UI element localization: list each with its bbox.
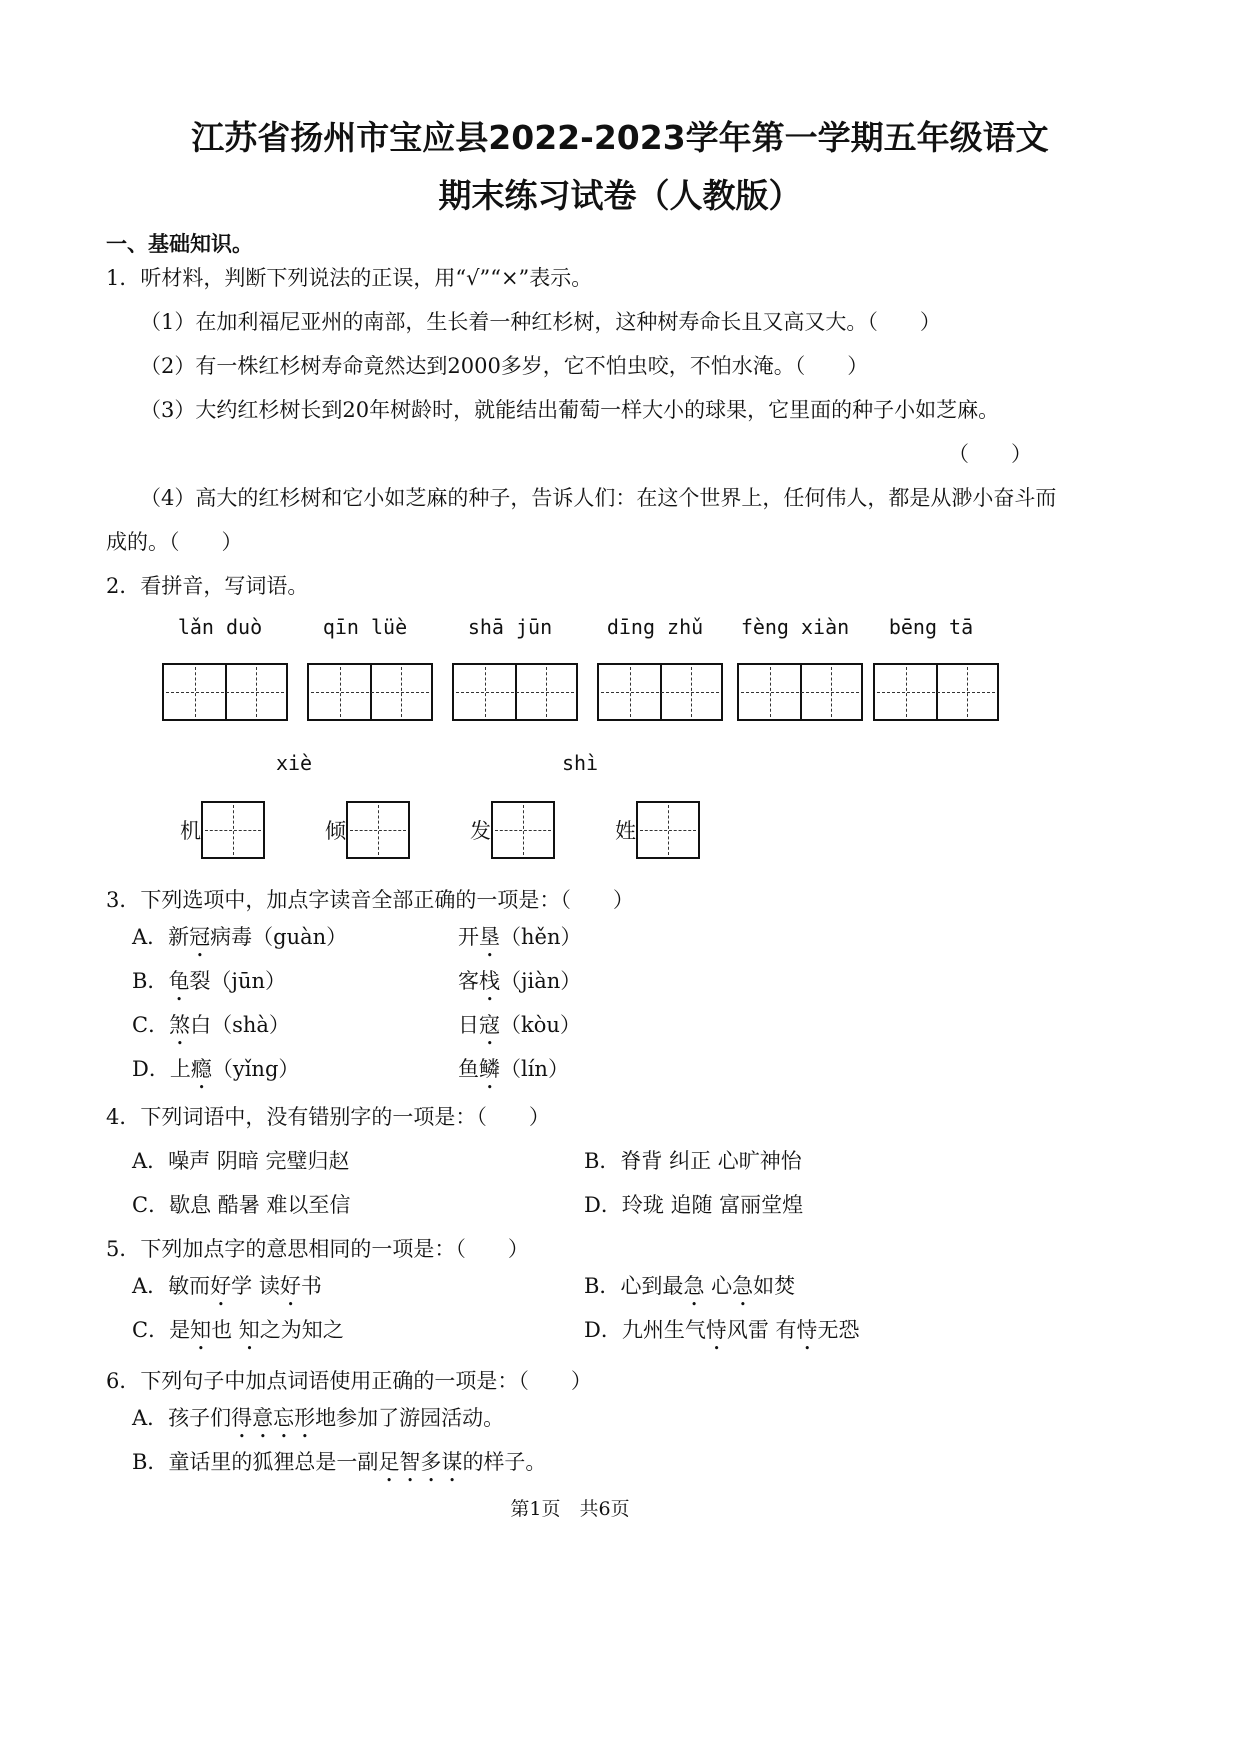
q6-option-a[interactable]: A．孩子们得意忘形地参加了游园活动。 (132, 1406, 505, 1430)
q3-option-c[interactable]: C．煞白（shà） (132, 1013, 290, 1037)
word-char: 姓 (615, 819, 636, 843)
q4-stem: 4．下列词语中，没有错别字的一项是：（ ） (106, 1105, 550, 1129)
q3-option-d[interactable]: D．上瘾（yǐng） (132, 1057, 300, 1081)
q3-option-b-word2: 客栈（jiàn） (458, 969, 582, 993)
pinyin-label: lǎn duò (177, 615, 263, 639)
page-number: 第1页 共6页 (510, 1498, 630, 1520)
q3-stem: 3．下列选项中，加点字读音全部正确的一项是：（ ） (106, 888, 634, 912)
pinyin-label: bēng tā (888, 615, 974, 639)
writing-box[interactable] (162, 663, 288, 721)
writing-box[interactable] (737, 663, 863, 721)
q3-option-b[interactable]: B．龟裂（jūn） (132, 969, 286, 993)
writing-box[interactable] (491, 801, 555, 859)
writing-box[interactable] (636, 801, 700, 859)
q1-item: （3）大约红杉树长到20年树龄时，就能结出葡萄一样大小的球果，它里面的种子小如芝麻。 (140, 398, 1000, 422)
q1-item: （2）有一株红杉树寿命竟然达到2000多岁，它不怕虫咬，不怕水淹。（ ） (140, 354, 869, 378)
pinyin-label: fèng xiàn (740, 615, 850, 639)
pinyin-label: xiè (275, 751, 313, 775)
pinyin-label: dīng zhǔ (606, 615, 704, 639)
q6-stem: 6．下列句子中加点词语使用正确的一项是：（ ） (106, 1369, 592, 1393)
pinyin-label: shì (561, 751, 599, 775)
q5-stem: 5．下列加点字的意思相同的一项是：（ ） (106, 1237, 529, 1261)
q1-item: （1）在加利福尼亚州的南部，生长着一种红杉树，这种树寿命长且又高又大。（ ） (140, 310, 941, 334)
q4-option-d[interactable]: D．玲珑 追随 富丽堂煌 (584, 1193, 804, 1217)
q5-option-d[interactable]: D．九州生气恃风雷 有恃无恐 (584, 1318, 860, 1342)
q1-item: （4）高大的红杉树和它小如芝麻的种子，告诉人们：在这个世界上，任何伟人，都是从渺小奋斗而 (140, 486, 1057, 510)
q2-stem: 2．看拼音，写词语。 (106, 574, 309, 598)
writing-box[interactable] (873, 663, 999, 721)
q3-option-c-word2: 日寇（kòu） (458, 1013, 581, 1037)
q5-option-a[interactable]: A．敏而好学 读好书 (132, 1274, 322, 1298)
section-heading: 一、基础知识。 (106, 232, 253, 256)
answer-blank[interactable]: （ ） (948, 442, 1032, 466)
q1-stem: 1．听材料，判断下列说法的正误，用“√”“×”表示。 (106, 266, 593, 290)
writing-box[interactable] (597, 663, 723, 721)
pinyin-label: qīn lüè (322, 615, 408, 639)
writing-box[interactable] (346, 801, 410, 859)
q1-item: 成的。（ ） (106, 530, 243, 554)
q3-option-a-word2: 开垦（hěn） (458, 925, 582, 949)
word-char: 机 (180, 819, 201, 843)
page-title-line2: 期末练习试卷（人教版） (438, 176, 802, 215)
word-char: 倾 (325, 819, 346, 843)
writing-box[interactable] (201, 801, 265, 859)
q5-option-b[interactable]: B．心到最急 心急如焚 (584, 1274, 796, 1298)
q3-option-a[interactable]: A．新冠病毒（guàn） (132, 925, 348, 949)
q6-option-b[interactable]: B．童话里的狐狸总是一副足智多谋的样子。 (132, 1450, 547, 1474)
q5-option-c[interactable]: C．是知也 知之为知之 (132, 1318, 344, 1342)
q4-option-c[interactable]: C．歇息 酷暑 难以至信 (132, 1193, 351, 1217)
q4-option-b[interactable]: B．脊背 纠正 心旷神怡 (584, 1149, 802, 1173)
q4-option-a[interactable]: A．噪声 阴暗 完璧归赵 (132, 1149, 350, 1173)
writing-box[interactable] (307, 663, 433, 721)
word-char: 发 (470, 819, 491, 843)
q3-option-d-word2: 鱼鳞（lín） (458, 1057, 569, 1081)
writing-box[interactable] (452, 663, 578, 721)
pinyin-label: shā jūn (467, 615, 553, 639)
page-title-line1: 江苏省扬州市宝应县2022-2023学年第一学期五年级语文 (191, 118, 1049, 157)
